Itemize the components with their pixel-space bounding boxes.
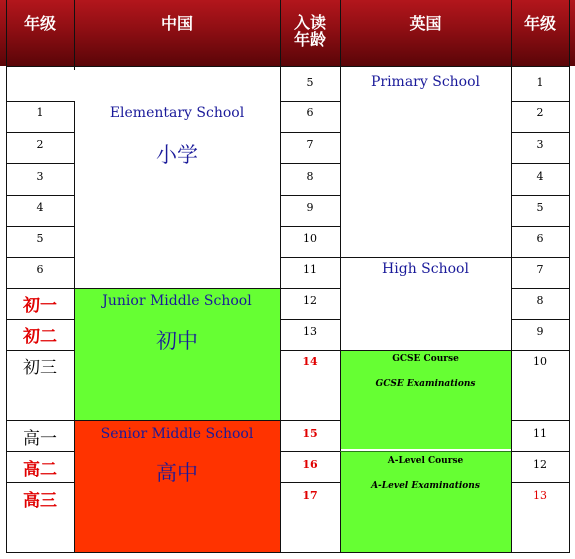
gcse-course-label: GCSE Course (392, 354, 459, 364)
grid-line (280, 163, 340, 164)
grid-line (340, 451, 511, 452)
senior-middle-school-cn: 高中 (156, 461, 198, 485)
china-grade: 3 (36, 170, 44, 183)
grid-line (6, 101, 74, 102)
uk-grade: 4 (536, 170, 544, 183)
high-school-label: High School (382, 261, 469, 277)
uk-grade: 12 (533, 458, 547, 471)
header-entry-age: 入读 年龄 (293, 13, 326, 49)
grid-line (6, 319, 74, 320)
uk-grade: 9 (536, 325, 544, 338)
china-grade: 高一 (23, 429, 57, 449)
entry-age: 11 (303, 263, 317, 276)
china-grade: 初三 (23, 358, 57, 378)
china-grade: 初一 (23, 296, 57, 316)
grid-line (6, 482, 74, 483)
alevel-exam-label: A-Level Examinations (371, 481, 480, 491)
china-grade: 6 (36, 263, 44, 276)
grid-line (280, 132, 340, 133)
header-china: 中国 (160, 14, 193, 33)
junior-middle-school-label: Junior Middle School (102, 293, 252, 309)
entry-age: 16 (302, 458, 318, 471)
grid-line (511, 482, 569, 483)
grid-line (6, 132, 74, 133)
gcse-exam-label: GCSE Examinations (375, 379, 476, 389)
entry-age: 13 (303, 325, 317, 338)
china-grade: 1 (36, 106, 44, 119)
grid-line (280, 101, 340, 102)
uk-grade: 11 (533, 427, 547, 440)
header-grade-right: 年级 (523, 14, 556, 33)
alevel-course-label: A-Level Course (387, 456, 464, 466)
china-grade: 高三 (23, 491, 57, 511)
uk-grade: 8 (536, 294, 544, 307)
grid-line (280, 0, 281, 553)
grid-line (511, 319, 569, 320)
senior-middle-school-label: Senior Middle School (100, 426, 254, 442)
grid-line (511, 226, 569, 227)
uk-grade: 5 (536, 201, 544, 214)
grid-line (511, 163, 569, 164)
grid-line (6, 420, 340, 421)
alevel-block (340, 451, 511, 552)
junior-middle-school-cn: 初中 (156, 329, 198, 353)
grid-line (280, 482, 340, 483)
grid-line (511, 195, 569, 196)
grid-line (511, 451, 569, 452)
elementary-school-cn: 小学 (156, 143, 198, 167)
grid-line (6, 163, 74, 164)
grid-line (511, 288, 569, 289)
gcse-block (340, 350, 511, 449)
grid-line (74, 101, 75, 553)
grid-line (6, 226, 74, 227)
uk-grade: 3 (536, 138, 544, 151)
header-uk: 英国 (409, 14, 442, 33)
grid-line (6, 552, 570, 553)
grid-line (74, 0, 75, 70)
grid-line (280, 226, 340, 227)
china-grade: 4 (36, 201, 44, 214)
grid-line (280, 257, 570, 258)
elementary-school-label: Elementary School (109, 105, 245, 121)
grid-line (280, 451, 340, 452)
uk-grade: 6 (536, 232, 544, 245)
grid-line (511, 420, 569, 421)
grid-line (511, 0, 512, 553)
china-grade: 高二 (23, 460, 57, 480)
grid-line (511, 132, 569, 133)
grid-line (6, 288, 340, 289)
grid-line (280, 319, 340, 320)
grid-line (6, 66, 570, 67)
entry-age: 9 (306, 201, 314, 214)
uk-grade: 7 (536, 263, 544, 276)
grid-line (6, 451, 74, 452)
grid-line (6, 0, 7, 553)
uk-grade: 2 (536, 106, 544, 119)
grid-line (569, 0, 570, 553)
grid-line (511, 101, 569, 102)
grid-line (6, 350, 74, 351)
entry-age: 6 (306, 106, 314, 119)
china-grade: 5 (36, 232, 44, 245)
china-grade: 2 (36, 138, 44, 151)
header-grade-left: 年级 (23, 14, 56, 33)
uk-grade: 10 (533, 355, 547, 368)
entry-age: 7 (306, 138, 314, 151)
grid-line (280, 350, 570, 351)
uk-grade: 13 (533, 489, 547, 502)
entry-age: 10 (303, 232, 317, 245)
entry-age: 12 (303, 294, 317, 307)
entry-age: 14 (302, 355, 318, 368)
primary-school-label: Primary School (370, 74, 481, 90)
grid-line (340, 0, 341, 553)
entry-age: 15 (302, 427, 318, 440)
china-grade: 初二 (23, 327, 57, 347)
grid-line (280, 195, 340, 196)
entry-age: 5 (306, 76, 314, 89)
grid-line (6, 257, 74, 258)
entry-age: 17 (302, 489, 318, 502)
grid-line (6, 195, 74, 196)
entry-age: 8 (306, 170, 314, 183)
uk-grade: 1 (536, 76, 544, 89)
